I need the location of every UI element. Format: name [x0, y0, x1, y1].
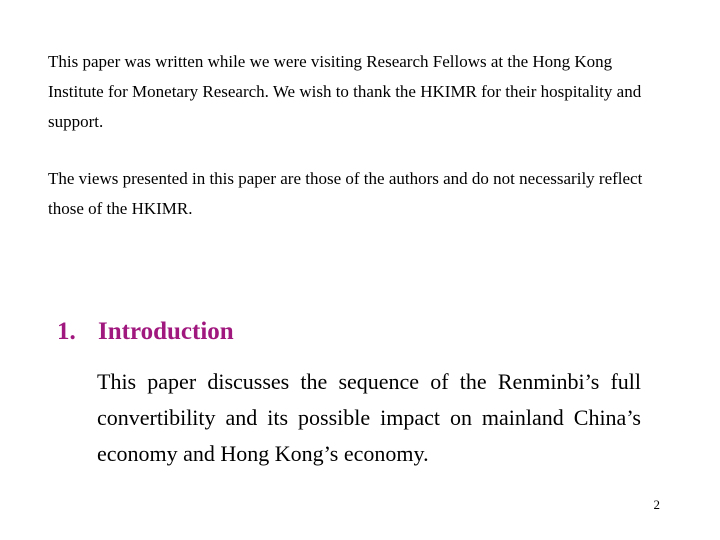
section-body-text: This paper discusses the sequence of the Renminbi’s full convertibility and its possible impact on mainland China’s economy and Hong Kong’s economy.: [97, 369, 641, 466]
page-number: 2: [653, 497, 660, 512]
section-heading: [57, 314, 234, 350]
disclaimer-paragraph: The views presented in this paper are those of the authors and do not necessarily reflect those of the HKIMR.: [48, 169, 643, 218]
acknowledgement-paragraph: This paper was written while we were visiting Research Fellows at the Hong Kong Institute for Monetary Research. We wish to thank the HKIMR for their hospitality and support.: [48, 52, 642, 131]
section-number: 1.: [57, 318, 76, 345]
section-title: Introduction: [98, 318, 234, 345]
